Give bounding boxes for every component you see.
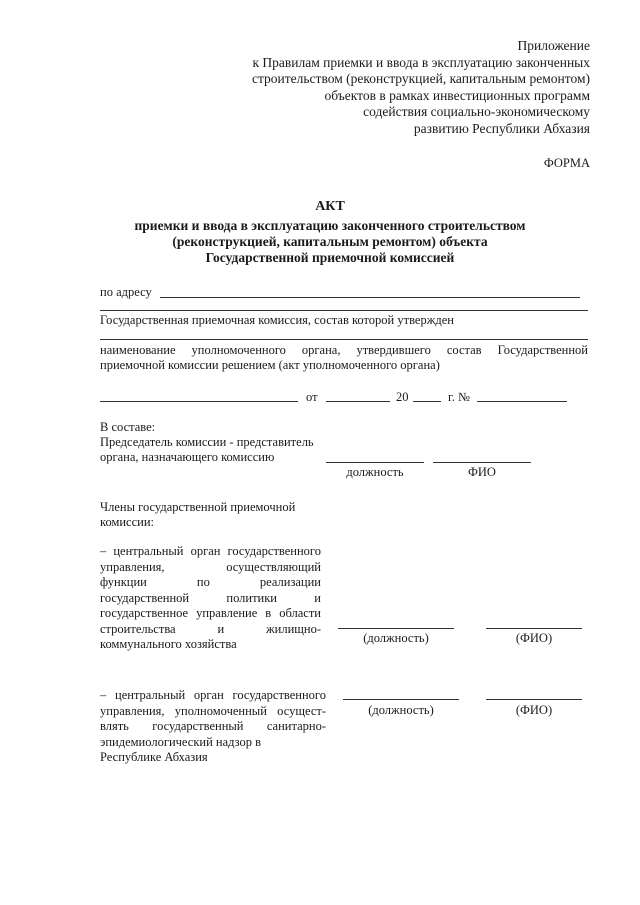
member-2-line: эпидемиологический надзор в xyxy=(100,734,262,749)
member-2-name-line xyxy=(486,699,582,700)
chairman-name-caption: ФИО xyxy=(468,465,496,479)
member-1-name-line xyxy=(486,628,582,629)
header-line: объектов в рамках инвестиционных программ xyxy=(324,87,590,103)
member-1-name-caption: (ФИО) xyxy=(515,631,553,645)
address-label: по адресу xyxy=(100,285,152,299)
header-line: к Правилам приемки и ввода в эксплуатацию законченных xyxy=(252,54,590,70)
address-field-line xyxy=(160,297,580,298)
address-field-line-2 xyxy=(100,310,588,311)
member-2-line: – центральный орган государственного xyxy=(100,688,326,702)
members-label: Члены государственной приемочной xyxy=(100,500,296,514)
document-title xyxy=(60,199,600,266)
appendix-header xyxy=(252,38,590,138)
authority-field-line xyxy=(100,339,588,340)
member-2-name-caption: (ФИО) xyxy=(515,703,553,717)
member-1-line: государственное управление в области xyxy=(100,606,321,620)
member-1-line: – центральный орган государственного xyxy=(100,544,321,558)
member-2-position-line xyxy=(343,699,459,700)
member-1-line: строительства и жилищно- xyxy=(100,621,321,636)
chairman-position-line xyxy=(326,462,424,463)
commission-text: Государственная приемочная комиссия, состав которой утвержден xyxy=(100,313,454,327)
member-2-line: управления, уполномоченный осущест- xyxy=(100,703,326,718)
decision-field-line xyxy=(100,401,298,402)
header-line: содействия социально-экономическому xyxy=(363,104,590,120)
member-1-line: функции по реализации xyxy=(100,575,321,589)
members-label: комиссии: xyxy=(100,515,154,529)
date-field-line xyxy=(326,401,390,402)
chairman-text: Председатель комиссии - представитель xyxy=(100,435,314,449)
member-1-position-caption: (должность) xyxy=(363,631,429,645)
chairman-position-caption: должность xyxy=(346,465,404,479)
header-line: строительством (реконструкцией, капитальным ремонтом) xyxy=(251,71,590,87)
member-1-line: управления, осуществляющий xyxy=(100,559,321,574)
year-field-line xyxy=(413,401,441,402)
header-line: Приложение xyxy=(517,38,590,53)
member-2-description xyxy=(100,688,326,766)
member-1-position-line xyxy=(338,628,454,629)
member-1-line: коммунального хозяйства xyxy=(100,637,237,651)
date-from-label: от xyxy=(306,390,318,404)
authority-note-line: наименование уполномоченного органа, утвердившего состав Государственной xyxy=(100,343,588,357)
title-line: приемки и ввода в эксплуатацию законченного строительством xyxy=(134,218,526,233)
number-field-line xyxy=(477,401,567,402)
header-line: развитию Республики Абхазия xyxy=(413,120,590,136)
title-main: АКТ xyxy=(315,199,345,214)
member-2-line: влять государственный санитарно- xyxy=(100,719,326,733)
title-line: (реконструкцией, капитальным ремонтом) объекта xyxy=(172,234,488,249)
member-1-line: государственной политики и xyxy=(100,590,321,605)
number-label: г. № xyxy=(448,390,470,404)
chairman-text: органа, назначающего комиссию xyxy=(100,450,275,464)
member-2-line: Республике Абхазия xyxy=(100,750,208,764)
date-year-label: 20 xyxy=(396,390,409,404)
composition-label: В составе: xyxy=(100,420,156,434)
title-line: Государственной приемочной комиссией xyxy=(205,250,455,265)
member-1-description xyxy=(100,544,321,653)
authority-note-line: приемочной комиссии решением (акт уполномоченного органа) xyxy=(100,358,440,372)
chairman-name-line xyxy=(433,462,531,463)
member-2-position-caption: (должность) xyxy=(368,703,434,717)
form-label: ФОРМА xyxy=(543,156,590,170)
